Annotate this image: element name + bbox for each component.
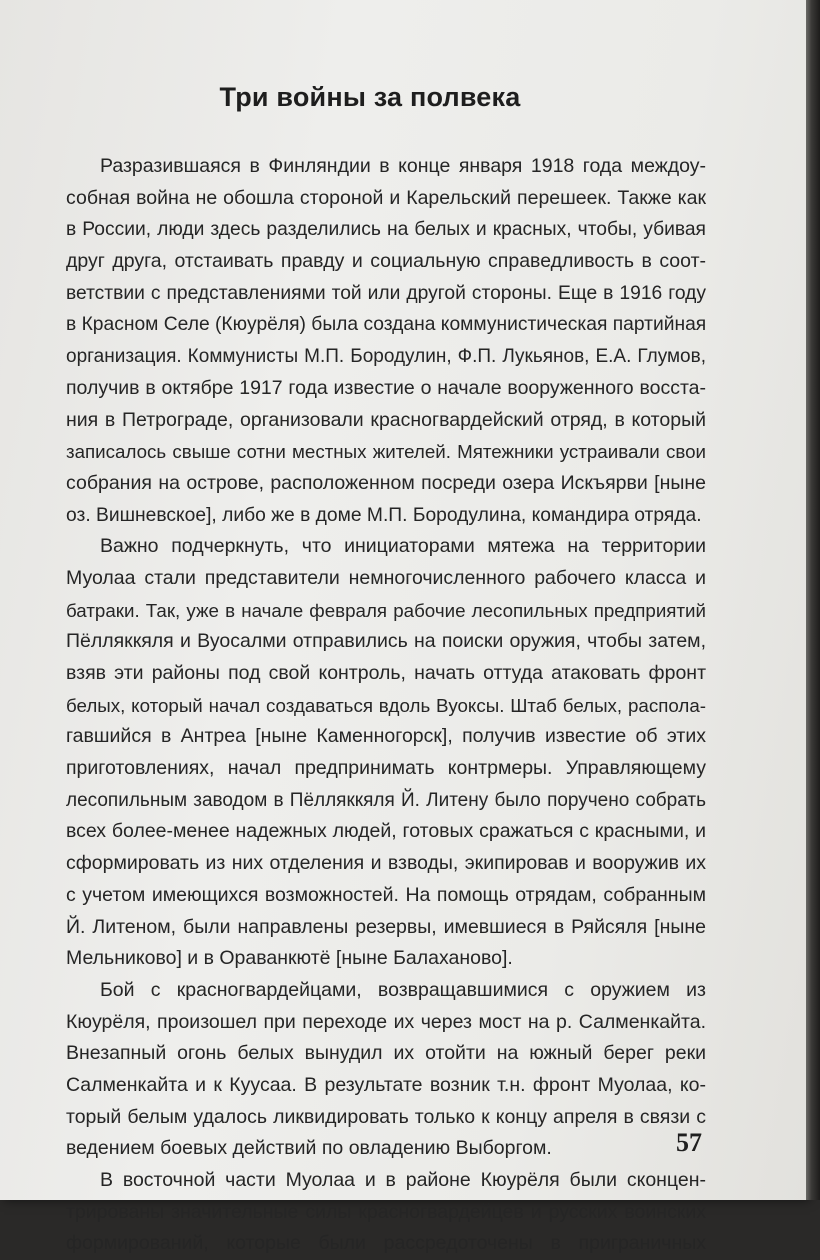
text-line: ния в Петрограде, организовали красногвардейский отряд, в который (66, 408, 706, 431)
text-line: в Красном Селе (Кюурёля) была создана коммунистическая партийная (66, 314, 707, 336)
text-line: приготовлениях, начал предпринимать контрмеры. Управляющему (66, 757, 706, 780)
text-line: гавшийся в Антреа [ныне Каменногорск], получив известие об этих (66, 725, 706, 748)
text-line: всех более-менее надежных людей, готовых сражаться с красными, и (66, 820, 706, 843)
text-line: собрания на острове, расположенном посреди озера Искъярви [ныне (66, 471, 706, 494)
body-text (66, 151, 706, 1260)
text-line: белых, который начал создаваться вдоль Вуоксы. Штаб белых, распола- (66, 694, 706, 716)
text-line: организация. Коммунисты М.П. Бородулин, Ф.П. Лукьянов, Е.А. Глумов, (66, 346, 706, 368)
text-line: Бой с красногвардейцами, возвращавшимися с оружием из (100, 978, 706, 1001)
text-line: В восточной части Муолаа и в районе Кюурёля были сконцен- (100, 1169, 706, 1191)
text-line: Важно подчеркнуть, что инициаторами мятежа на территории (100, 535, 706, 558)
chapter-title: Три войны за полвека (219, 82, 521, 112)
text-line: Мельниково] и в Ораванкютё [ныне Балаханово]. (66, 947, 513, 970)
text-line: Й. Литеном, были направлены резервы, имевшиеся в Ряйсяля [ныне (66, 915, 706, 938)
text-line: Внезапный огонь белых вынудил их отойти на южный берег реки (66, 1042, 706, 1065)
text-line: сформировать из них отделения и взводы, экипировав и вооружив их (66, 852, 706, 875)
book-spine-edge (806, 0, 820, 1200)
text-line: получив в октябре 1917 года известие о начале вооруженного восста- (66, 376, 706, 399)
text-line: ветствии с представлениями той или другой стороны. Еще в 1916 году (66, 282, 706, 304)
text-line: оз. Вишневское], либо же в доме М.П. Бородулина, командира отряда. (66, 504, 702, 526)
text-line: в России, люди здесь разделились на белых и красных, чтобы, убивая (66, 219, 706, 241)
text-line: Пёлляккяля и Вуосалми отправились на поиски оружия, чтобы затем, (66, 630, 706, 653)
text-line: трированы значительные силы красногвардейцев и русских воинских (66, 1200, 706, 1223)
page-number: 57 (676, 1128, 702, 1157)
text-line: с учетом имеющихся возможностей. На помощь отрядам, собранным (66, 883, 706, 906)
text-line: собная война не обошла стороной и Карельский перешеек. Также как (66, 186, 706, 209)
text-line: батраки. Так, уже в начале февраля рабочие лесопильных предприятий (66, 599, 706, 621)
text-line: взяв эти районы под свой контроль, начать оттуда атаковать фронт (66, 662, 706, 684)
text-line: торый белым удалось ликвидировать только к концу апреля в связи с (66, 1105, 706, 1128)
text-line: записалось свыше сотни местных жителей. Мятежники устраивали свои (66, 441, 706, 463)
text-line: Разразившаяся в Финляндии в конце января 1918 года междоу- (100, 155, 706, 177)
text-line: лесопильным заводом в Пёлляккяля Й. Литену было поручено собрать (66, 789, 706, 811)
text-line: Кюурёля, произошел при переходе их через мост на р. Салменкайта. (66, 1010, 706, 1033)
text-line: друг друга, отстаивать правду и социальную справедливость в соот- (66, 250, 706, 273)
text-line: Муолаа стали представители немногочисленного рабочего класса и (66, 566, 706, 589)
text-line: ведением боевых действий по овладению Выборгом. (66, 1137, 552, 1160)
text-line: формирований, которые были рассредоточены в приграничных (66, 1232, 706, 1255)
text-line: Салменкайта и к Куусаа. В результате возник т.н. фронт Муолаа, ко- (66, 1073, 706, 1096)
